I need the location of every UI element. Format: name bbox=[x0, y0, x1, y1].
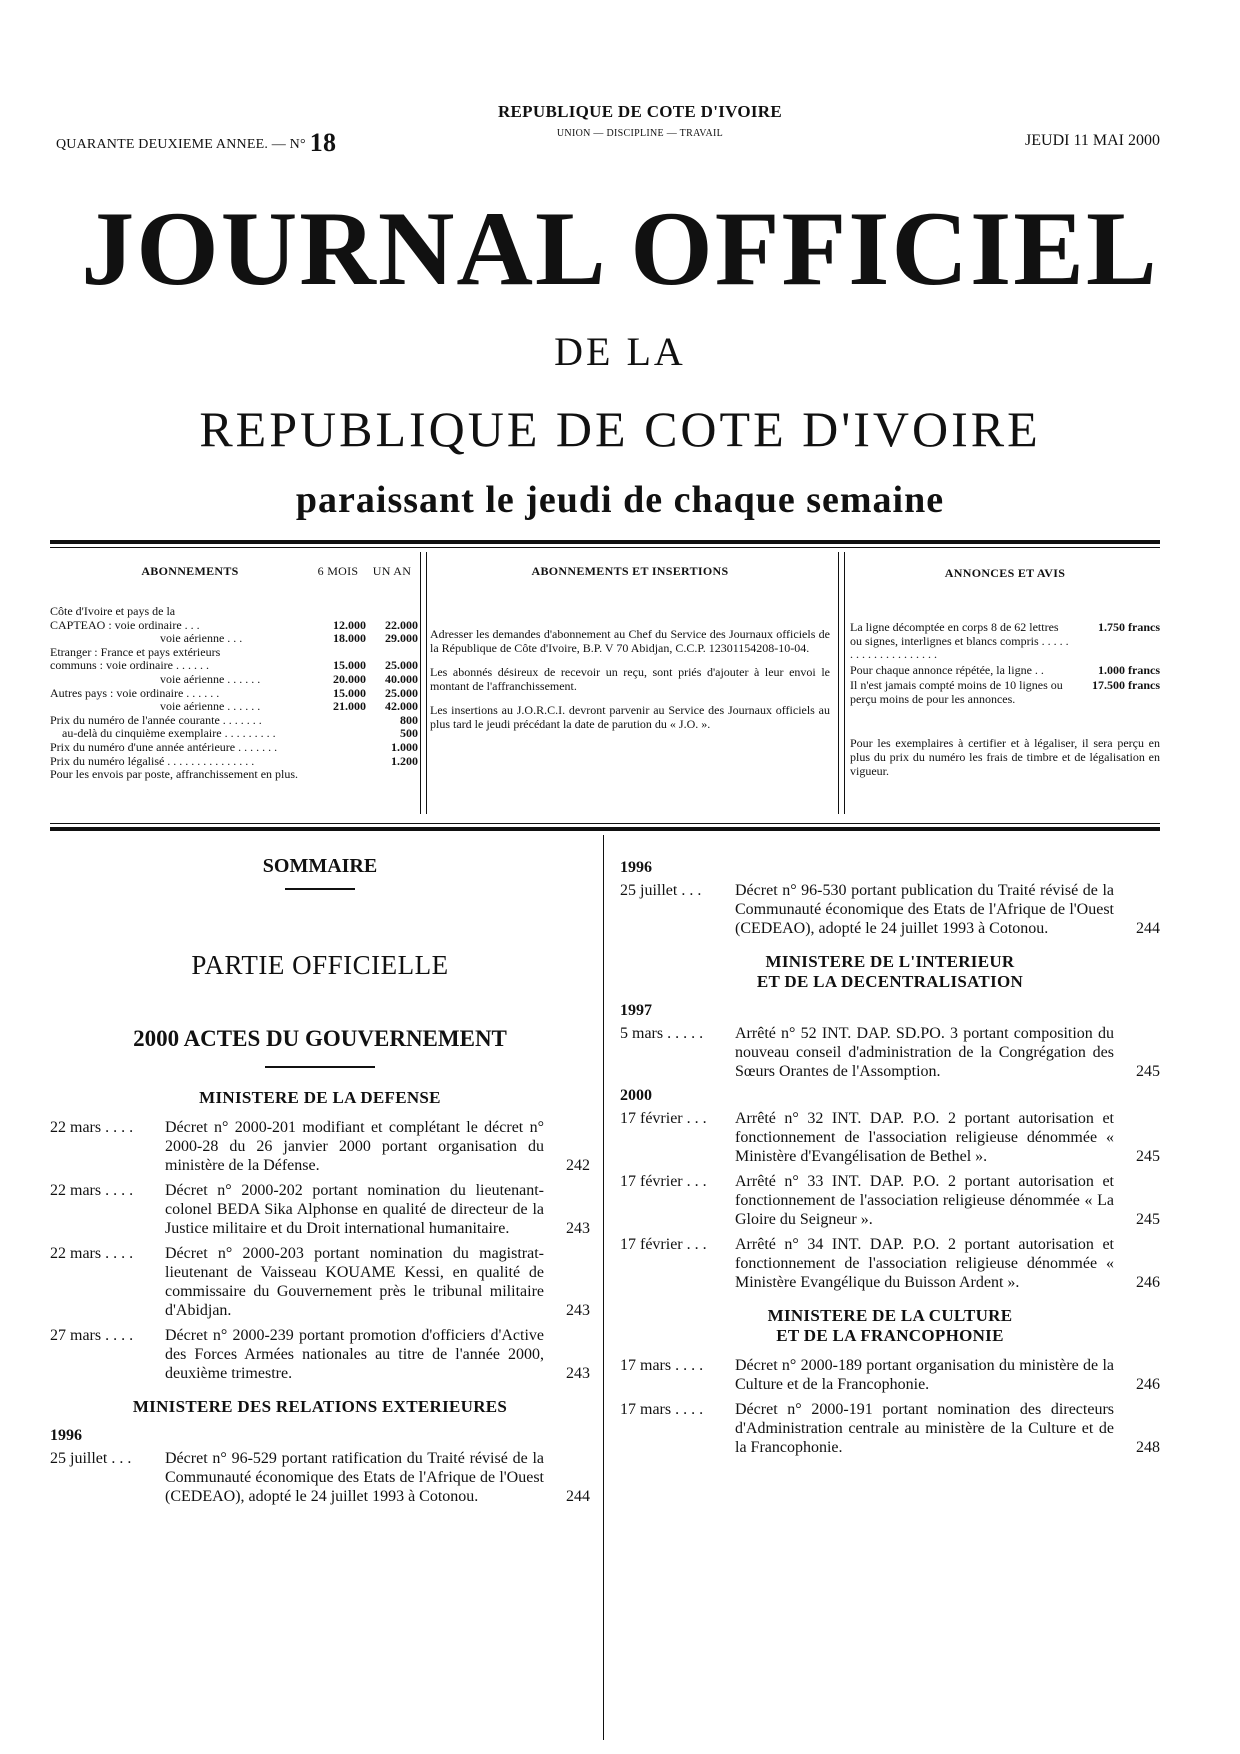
sommaire-entry bbox=[620, 1109, 1160, 1166]
insertions-address: Adresser les demandes d'abonnement au Chef du Service des Journaux officiels de la République de Côte d'Ivoire, B.P. V 70 Abidjan, C.C.P. 12301154208-10-04. bbox=[430, 627, 830, 655]
separator bbox=[838, 552, 845, 814]
rate-row bbox=[50, 700, 418, 714]
price-row bbox=[50, 727, 418, 741]
rate-label: Côte d'Ivoire et pays de la bbox=[50, 605, 176, 618]
postal-note: Pour les envois par poste, affranchissement en plus. bbox=[50, 767, 299, 782]
year-label: 1996 bbox=[620, 859, 652, 876]
rate-6mois bbox=[318, 646, 366, 660]
ministry-line: MINISTERE DE LA CULTURE bbox=[767, 1306, 1013, 1325]
price-row bbox=[50, 741, 418, 755]
insertions-title: ABONNEMENTS ET INSERTIONS bbox=[531, 564, 729, 578]
entry-date: 5 mars . . . . . bbox=[620, 1025, 704, 1042]
rate-un-an: 42.000 bbox=[385, 699, 418, 714]
ministry-heading bbox=[50, 1397, 590, 1417]
ad-value: 17.500 francs bbox=[1092, 678, 1160, 692]
abonnements-header bbox=[50, 564, 418, 579]
entry-text: Décret n° 2000-191 portant nomination des directeurs d'Administration centrale au ministère de la Culture et de la Francophonie. bbox=[735, 1401, 1114, 1456]
ad-value: 1.000 francs bbox=[1098, 662, 1160, 677]
divider bbox=[285, 888, 355, 890]
entry-date: 22 mars . . . . bbox=[50, 1245, 134, 1262]
rate-row bbox=[50, 646, 418, 660]
rate-un-an bbox=[366, 646, 418, 660]
sommaire-entry bbox=[620, 1356, 1160, 1394]
rate-row bbox=[50, 619, 418, 633]
rate-label: voie aérienne . . . . . . bbox=[160, 700, 261, 714]
rate-row bbox=[50, 687, 418, 701]
entry-text: Décret n° 2000-202 portant nomination du lieutenant-colonel BEDA Sika Alphonse en qualité de directeur de la Justice militaire et du Droit international humanitaire. bbox=[165, 1182, 544, 1237]
ministry-heading bbox=[620, 1306, 1160, 1346]
left-entries bbox=[50, 1088, 590, 1506]
entry-date: 17 mars . . . . bbox=[620, 1357, 704, 1374]
entry-date: 22 mars . . . . bbox=[50, 1119, 134, 1136]
year-label: 1997 bbox=[620, 1002, 652, 1019]
price-value: 1.200 bbox=[391, 753, 418, 768]
sommaire-entry bbox=[620, 1400, 1160, 1457]
republic-name: REPUBLIQUE DE COTE D'IVOIRE bbox=[497, 102, 783, 121]
journal-title: JOURNAL OFFICIEL bbox=[81, 190, 1159, 307]
ministry-heading bbox=[620, 952, 1160, 992]
entry-date: 17 février . . . bbox=[620, 1173, 707, 1190]
insertions-receipt: Les abonnés désireux de recevoir un reçu, sont priés d'ajouter à leur envoi le montant de l'affranchissement. bbox=[430, 665, 830, 693]
rate-un-an: 25.000 bbox=[385, 685, 418, 700]
sommaire-entry bbox=[620, 881, 1160, 938]
price-label: Prix du numéro d'une année antérieure . . . . . . . bbox=[50, 740, 278, 754]
sommaire-entry bbox=[620, 1235, 1160, 1292]
rate-6mois: 15.000 bbox=[333, 685, 366, 700]
abonnements-title: ABONNEMENTS bbox=[141, 564, 239, 578]
sommaire-entry bbox=[620, 1024, 1160, 1081]
issue-number: 18 bbox=[309, 128, 337, 157]
entry-page: 242 bbox=[566, 1157, 590, 1174]
sommaire-left bbox=[50, 855, 590, 1512]
rate-6mois: 15.000 bbox=[333, 658, 366, 673]
entry-text: Décret n° 2000-203 portant nomination du magistrat-lieutenant de Vaisseau KOUAME Kessi, en qualité de commissaire du Gouvernement près le tribunal militaire d'Abidjan. bbox=[165, 1245, 544, 1319]
entry-text: Arrêté n° 32 INT. DAP. P.O. 2 portant autorisation et fonctionnement de l'association religieuse dénommée « Ministère d'Evangélisation de Bethel ». bbox=[735, 1110, 1114, 1165]
rate-label: CAPTEAO : voie ordinaire . . . bbox=[50, 618, 200, 632]
rate-label: communs : voie ordinaire . . . . . . bbox=[50, 659, 209, 673]
ministry-line: ET DE LA FRANCOPHONIE bbox=[776, 1326, 1004, 1345]
entry-text: Arrêté n° 52 INT. DAP. SD.PO. 3 portant composition du nouveau conseil d'administration de la Congrégation des Sœurs Orantes de l'Assomption. bbox=[735, 1025, 1114, 1080]
entry-page: 245 bbox=[1136, 1211, 1160, 1228]
sommaire-title: SOMMAIRE bbox=[262, 855, 378, 877]
ad-row bbox=[850, 621, 1160, 662]
annonces-rates bbox=[850, 621, 1160, 706]
price-value: 500 bbox=[400, 726, 418, 741]
rate-row bbox=[50, 605, 418, 619]
col-6mois: 6 MOIS bbox=[317, 564, 359, 578]
de-la: DE LA bbox=[554, 329, 686, 374]
top-rule bbox=[50, 540, 1160, 544]
partie-officielle: PARTIE OFFICIELLE bbox=[191, 950, 449, 980]
entry-text: Arrêté n° 33 INT. DAP. P.O. 2 portant autorisation et fonctionnement de l'association religieuse dénommée « La Gloire du Seigneur ». bbox=[735, 1173, 1114, 1228]
sommaire-entry bbox=[50, 1449, 590, 1506]
year-label: 2000 bbox=[620, 1087, 652, 1104]
rate-label: Etranger : France et pays extérieurs bbox=[50, 645, 221, 659]
issue-date: JEUDI 11 MAI 2000 bbox=[1025, 132, 1160, 149]
abonnements-column bbox=[50, 552, 418, 817]
divider bbox=[265, 1066, 375, 1068]
annonces-note: Pour les exemplaires à certifier et à légaliser, il sera perçu en plus du prix du numéro les frais de timbre et de légalisation en vigueur. bbox=[850, 736, 1160, 778]
entry-date: 27 mars . . . . bbox=[50, 1327, 134, 1344]
entry-text: Décret n° 96-529 portant ratification du Traité révisé de la Communauté économique des Etats de l'Afrique de l'Ouest (CEDEAO), adopté le 24 juillet 1993 à Cotonou. bbox=[165, 1450, 544, 1505]
entry-text: Arrêté n° 34 INT. DAP. P.O. 2 portant autorisation et fonctionnement de l'association religieuse dénommée « Ministère Evangélique du Buisson Ardent ». bbox=[735, 1236, 1114, 1291]
insertions-column bbox=[430, 552, 830, 817]
rate-row bbox=[50, 659, 418, 673]
ministry-heading bbox=[50, 1088, 590, 1108]
sommaire-entry bbox=[50, 1181, 590, 1238]
price-value: 800 bbox=[400, 712, 418, 727]
ministry-line: MINISTERE DE LA DEFENSE bbox=[199, 1088, 441, 1107]
issue-label: QUARANTE DEUXIEME ANNEE. — N° bbox=[56, 137, 306, 152]
rate-label: Autres pays : voie ordinaire . . . . . . bbox=[50, 686, 220, 700]
top-bar bbox=[50, 102, 1160, 157]
entry-date: 17 février . . . bbox=[620, 1110, 707, 1127]
annonces-title: ANNONCES ET AVIS bbox=[944, 566, 1066, 580]
entry-page: 244 bbox=[1136, 920, 1160, 937]
right-entries bbox=[620, 859, 1160, 1457]
ad-row bbox=[850, 679, 1160, 706]
bottom-rule-thin bbox=[50, 823, 1160, 824]
sommaire-entry bbox=[50, 1326, 590, 1383]
sommaire-entry bbox=[50, 1118, 590, 1175]
rate-un-an: 25.000 bbox=[385, 658, 418, 673]
rate-6mois: 18.000 bbox=[333, 631, 366, 646]
ad-label: Il n'est jamais compté moins de 10 lignes ou perçu moins de pour les annonces. bbox=[850, 678, 1063, 706]
entry-text: Décret n° 96-530 portant publication du Traité révisé de la Communauté économique des Etats de l'Afrique de l'Ouest (CEDEAO), adopté le 24 juillet 1993 à Cotonou. bbox=[735, 882, 1114, 937]
entry-page: 244 bbox=[566, 1488, 590, 1505]
rate-un-an bbox=[366, 605, 418, 619]
entry-page: 243 bbox=[566, 1302, 590, 1319]
entry-page: 246 bbox=[1136, 1376, 1160, 1393]
ad-row bbox=[850, 664, 1160, 678]
col-un-an: UN AN bbox=[372, 564, 412, 578]
price-value: 1.000 bbox=[391, 739, 418, 754]
republic-title: REPUBLIQUE DE COTE D'IVOIRE bbox=[199, 401, 1041, 457]
annonces-column bbox=[850, 552, 1160, 817]
rate-un-an: 29.000 bbox=[385, 631, 418, 646]
entry-page: 243 bbox=[566, 1365, 590, 1382]
entry-date: 17 mars . . . . bbox=[620, 1401, 704, 1418]
entry-page: 245 bbox=[1136, 1148, 1160, 1165]
entry-date: 25 juillet . . . bbox=[50, 1450, 132, 1467]
ministry-line: ET DE LA DECENTRALISATION bbox=[756, 972, 1024, 991]
column-rule bbox=[603, 835, 604, 1740]
entry-text: Décret n° 2000-239 portant promotion d'officiers d'Active des Forces Armées nationales au titre de l'année 2000, deuxième trimestre. bbox=[165, 1327, 544, 1382]
price-row bbox=[50, 755, 418, 769]
rate-label: voie aérienne . . . bbox=[160, 632, 243, 646]
rate-6mois: 20.000 bbox=[333, 671, 366, 686]
ministry-line: MINISTERE DE L'INTERIEUR bbox=[765, 952, 1015, 971]
rates-table bbox=[50, 605, 418, 714]
ad-label: La ligne décomptée en corps 8 de 62 lettres ou signes, interlignes et blancs compris . . . . . . . . . . . . . . . . . . . . bbox=[850, 620, 1069, 661]
price-row bbox=[50, 714, 418, 728]
entry-page: 245 bbox=[1136, 1063, 1160, 1080]
rate-row bbox=[50, 673, 418, 687]
sommaire-right bbox=[620, 855, 1160, 1463]
separator bbox=[420, 552, 427, 814]
entry-page: 246 bbox=[1136, 1274, 1160, 1291]
entry-date: 25 juillet . . . bbox=[620, 882, 702, 899]
rate-un-an: 22.000 bbox=[385, 617, 418, 632]
issue-info bbox=[56, 128, 336, 158]
bottom-rule bbox=[50, 827, 1160, 831]
ad-value: 1.750 francs bbox=[1098, 620, 1160, 634]
price-label: Prix du numéro de l'année courante . . . . . . . bbox=[50, 713, 262, 727]
rate-un-an: 40.000 bbox=[385, 671, 418, 686]
ministry-line: MINISTERE DES RELATIONS EXTERIEURES bbox=[132, 1397, 508, 1416]
sommaire-entry bbox=[50, 1244, 590, 1320]
entry-page: 243 bbox=[566, 1220, 590, 1237]
republic-header bbox=[450, 102, 830, 139]
info-box bbox=[50, 552, 1160, 817]
rate-6mois bbox=[318, 605, 366, 619]
rate-row bbox=[50, 632, 418, 646]
rate-6mois: 12.000 bbox=[333, 617, 366, 632]
year-label: 1996 bbox=[50, 1427, 82, 1444]
top-rule-thin bbox=[50, 547, 1160, 548]
insertions-deadline: Les insertions au J.O.R.C.I. devront parvenir au Service des Journaux officiels au plus tard le jeudi précédant la date de parution du « J.O. ». bbox=[430, 703, 830, 731]
entry-text: Décret n° 2000-189 portant organisation du ministère de la Culture et de la Francophonie. bbox=[735, 1357, 1114, 1393]
actes-title: 2000 ACTES DU GOUVERNEMENT bbox=[133, 1026, 507, 1051]
entry-page: 248 bbox=[1136, 1439, 1160, 1456]
entry-date: 17 février . . . bbox=[620, 1236, 707, 1253]
sommaire-entry bbox=[620, 1172, 1160, 1229]
republic-motto: UNION — DISCIPLINE — TRAVAIL bbox=[556, 128, 724, 139]
ad-label: Pour chaque annonce répétée, la ligne . . bbox=[850, 662, 1044, 677]
prices-table bbox=[50, 714, 418, 768]
tagline: paraissant le jeudi de chaque semaine bbox=[295, 479, 945, 521]
rate-label: voie aérienne . . . . . . bbox=[160, 672, 261, 686]
price-label: au-delà du cinquième exemplaire . . . . . . . . . bbox=[62, 727, 276, 741]
entry-date: 22 mars . . . . bbox=[50, 1182, 134, 1199]
price-label: Prix du numéro légalisé . . . . . . . . . . . . . . . bbox=[50, 754, 255, 768]
rate-6mois: 21.000 bbox=[333, 699, 366, 714]
entry-text: Décret n° 2000-201 modifiant et complétant le décret n° 2000-28 du 26 janvier 2000 portant organisation du ministère de la Défense. bbox=[165, 1119, 544, 1174]
